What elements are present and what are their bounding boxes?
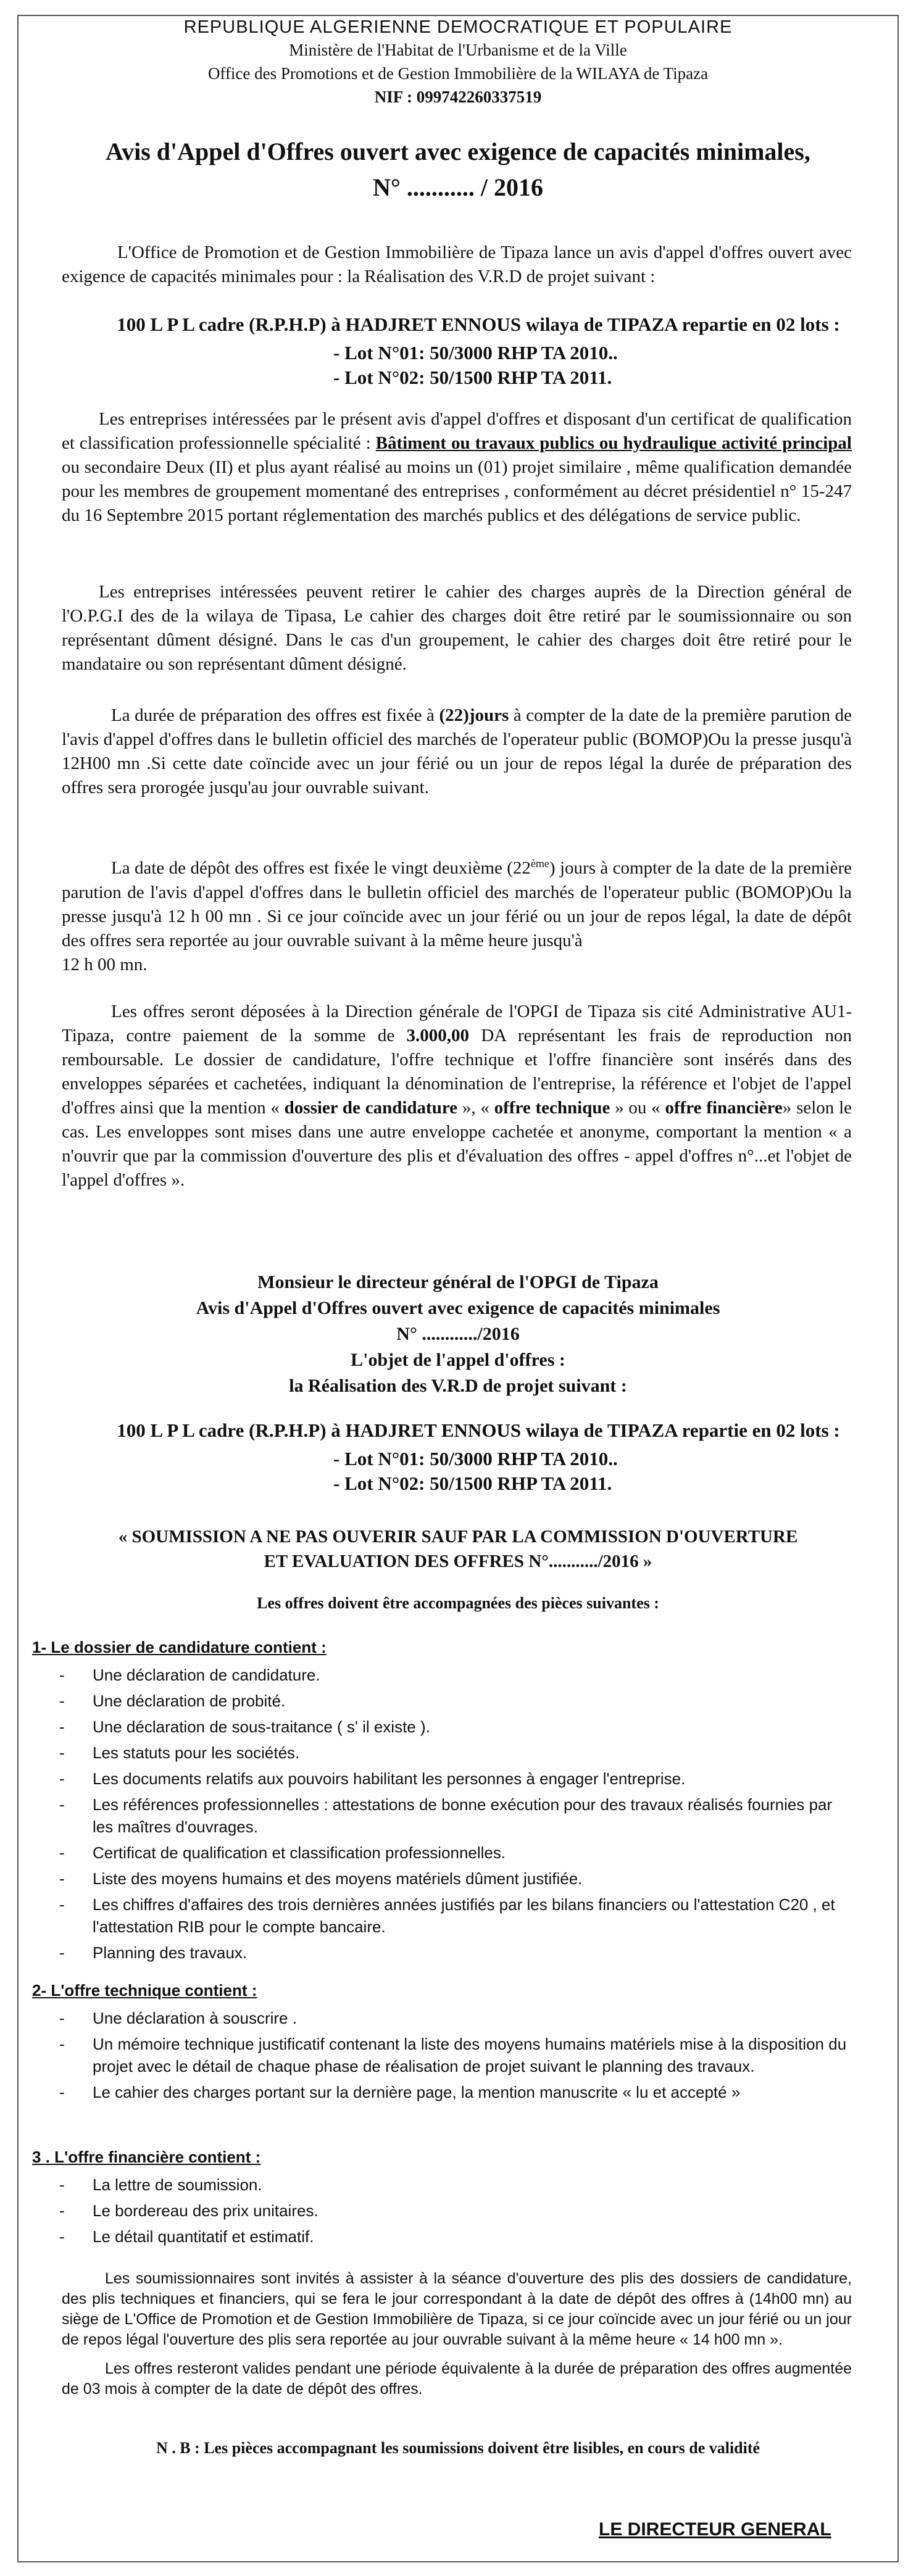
- list-item: - Une déclaration de sous-traitance ( s' il existe ).: [43, 1716, 852, 1738]
- envelope-object: L'objet de l'appel d'offres :: [351, 1350, 565, 1370]
- required-documents-subtitle: Les offres doivent être accompagnées des pièces suivantes :: [257, 1594, 659, 1612]
- list-item: - Une déclaration de candidature.: [43, 1664, 852, 1686]
- validity-paragraph: Les offres resteront valides pendant une période équivalente à la durée de préparation des offres augmentée de 03 mois à compter de la date de dépôt des offres.: [62, 2360, 852, 2398]
- list-item: - Les références professionnelles : attestations de bonne exécution pour des travaux réalisés fournies par les maîtres d'ouvrages.: [43, 1793, 852, 1838]
- ministry-line: Ministère de l'Habitat de l'Urbanisme et de la Ville: [289, 41, 627, 59]
- project-heading: 100 L P L cadre (R.P.H.P) à HADJRET ENNOUS wilaya de TIPAZA repartie en 02 lots :: [117, 314, 840, 335]
- republic-header: REPUBLIQUE ALGERIENNE DEMOCRATIQUE ET POPULAIRE: [183, 17, 733, 37]
- specifications-paragraph: Les entreprises intéressées peuvent retirer le cahier des charges auprès de la Direction général de l'O.P.G.I des de la wilaya de Tipasa, Le cahier des charges doit être retiré par le soumissionnaire ou son représentant dûment désigné. Dans le cas d'un groupement, le cahier des charges doit être retiré pour le mandataire ou son représentant dûment désigné.: [62, 582, 852, 674]
- notice-number: N° ........... / 2016: [373, 173, 543, 201]
- list-item: - Les statuts pour les sociétés.: [43, 1742, 852, 1764]
- eligibility-paragraph: Les entreprises intéressées par le présent avis d'appel d'offres et disposant d'un certificat de qualification et classification professionnelle spécialité : Bâtiment ou travaux publics ou hydraulique activité principal ou secondaire Deux (II) et plus ayant réalisé au moins un (01) projet similaire , même qualification demandée pour les membres de groupement momentané des entreprises , conformément au décret présidentiel n° 15-247 du 16 Septembre 2015 portant réglementation des marchés publics et des délégations de service public.: [62, 409, 852, 525]
- deposit-paragraph: La date de dépôt des offres est fixée le vingt deuxième (22ème) jours à compter de la date de la première parution de l'avis d'appel d'offres dans le bulletin officiel des marchés de l'operateur public (BOMOP)Ou la presse jusqu'à 12 h 00 mn . Si ce jour coïncide avec un jour férié ou un jour de repos légal, la date de dépôt des offres sera reportée au jour ouvrable suivant à la même heure jusqu'à 12 h 00 mn.: [62, 857, 852, 974]
- envelope-project-heading: 100 L P L cadre (R.P.H.P) à HADJRET ENNOUS wilaya de TIPAZA repartie en 02 lots :: [117, 1419, 840, 1441]
- list-item: - Un mémoire technique justificatif contenant la liste des moyens humains matériels mise à la disposition du projet avec le détail de chaque phase de réalisation de projet suivant le planning des travaux.: [43, 2033, 852, 2077]
- envelope-realisation: la Réalisation des V.R.D de projet suivant :: [289, 1376, 627, 1396]
- lots-list: [333, 341, 618, 390]
- section-3-list: [43, 2174, 852, 2251]
- envelope-lots-list: [333, 1447, 618, 1496]
- section-3-title: 3 . L'offre financière contient :: [32, 2148, 261, 2166]
- section-2-title: 2- L'offre technique contient :: [32, 1981, 257, 2000]
- list-item: - Certificat de qualification et classification professionnelles.: [43, 1842, 852, 1864]
- section-1-list: [43, 1664, 852, 1967]
- nif-line: NIF : 099742260337519: [374, 88, 542, 106]
- nb-note: N . B : Les pièces accompagnant les soumissions doivent être lisibles, en cours de validité: [156, 2439, 760, 2457]
- list-item: - Une déclaration de probité.: [43, 1690, 852, 1712]
- list-item: - Les chiffres d'affaires des trois dernières années justifiés par les bilans financiers ou l'attestation C20 , et l'attestation RIB pour le compte bancaire.: [43, 1893, 852, 1938]
- section-1-title: 1- Le dossier de candidature contient :: [32, 1638, 327, 1656]
- envelope-title: Avis d'Appel d'Offres ouvert avec exigence de capacités minimales: [196, 1298, 720, 1318]
- list-item: - La lettre de soumission.: [43, 2174, 852, 2196]
- section-2-list: [43, 2007, 852, 2107]
- envelope-number: N° ............/2016: [396, 1324, 520, 1344]
- notice-title: Avis d'Appel d'Offres ouvert avec exigence de capacités minimales,: [106, 138, 810, 165]
- list-item: - Le détail quantitatif et estimatif.: [43, 2225, 852, 2248]
- envelope-lot-2: - Lot N°02: 50/1500 RHP TA 2011.: [333, 1473, 612, 1494]
- signature-title: LE DIRECTEUR GENERAL: [599, 2519, 831, 2540]
- list-item: - Les documents relatifs aux pouvoirs habilitant les personnes à engager l'entreprise.: [43, 1768, 852, 1790]
- lot-2: - Lot N°02: 50/1500 RHP TA 2011.: [333, 367, 612, 388]
- intro-paragraph: L'Office de Promotion et de Gestion Immobilière de Tipaza lance un avis d'appel d'offres ouvert avec exigence de capacités minimales pour : la Réalisation des V.R.D de projet suivant :: [62, 243, 852, 286]
- list-item: - Planning des travaux.: [43, 1942, 852, 1964]
- soumission-warning-line-1: « SOUMISSION A NE PAS OUVERIR SAUF PAR LA COMMISSION D'OUVERTURE: [118, 1527, 798, 1547]
- envelope-addressee: Monsieur le directeur général de l'OPGI de Tipaza: [257, 1272, 659, 1292]
- soumission-warning-line-2: ET EVALUATION DES OFFRES N°.........../2016 »: [264, 1552, 652, 1571]
- opening-session-paragraph: Les soumissionnaires sont invités à assister à la séance d'ouverture des plis des dossiers de candidature, des plis techniques et financiers, qui se fera le jour correspondant à la date de dépôt des offres à (14h00 mn) au siège de L'Office de Promotion et de Gestion Immobilière de Tipaza, si ce jour coïncide avec un jour férié ou un jour de repos légal l'ouverture des plis sera reportée au jour ouvrable suivant à la même heure « 14 h00 mn ».: [62, 2270, 852, 2348]
- list-item: - Liste des moyens humains et des moyens matériels dûment justifiée.: [43, 1868, 852, 1890]
- envelope-lot-1: - Lot N°01: 50/3000 RHP TA 2010..: [333, 1448, 618, 1469]
- list-item: - Le cahier des charges portant sur la dernière page, la mention manuscrite « lu et accepté »: [43, 2081, 852, 2103]
- list-item: - Une déclaration à souscrire .: [43, 2007, 852, 2029]
- lot-1: - Lot N°01: 50/3000 RHP TA 2010..: [333, 342, 618, 364]
- office-line: Office des Promotions et de Gestion Immobilière de la WILAYA de Tipaza: [207, 64, 709, 83]
- submission-paragraph: Les offres seront déposées à la Direction générale de l'OPGI de Tipaza sis cité Administrative AU1-Tipaza, contre paiement de la somme de 3.000,00 DA représentant les frais de reproduction non remboursable. Le dossier de candidature, l'offre technique et l'offre financière sont insérés dans des enveloppes séparées et cachetées, indiquant la dénomination de l'entreprise, la référence et l'objet de l'appel d'offres ainsi que la mention « dossier de candidature », « offre technique » ou « offre financière» selon le cas. Les enveloppes sont mises dans une autre enveloppe cachetée et anonyme, comportant la mention « a n'ouvrir que par la commission d'ouverture des plis et d'évaluation des offres - appel d'offres n°...et l'objet de l'appel d'offres ».: [62, 1002, 852, 1190]
- preparation-paragraph: La durée de préparation des offres est fixée à (22)jours à compter de la date de la première parution de l'avis d'appel d'offres dans le bulletin officiel des marchés de l'operateur public (BOMOP)Ou la presse jusqu'à 12H00 mn .Si cette date coïncide avec un jour férié ou un jour de repos légal la durée de préparation des offres sera prorogée jusqu'au jour ouvrable suivant.: [62, 705, 852, 797]
- list-item: - Le bordereau des prix unitaires.: [43, 2200, 852, 2222]
